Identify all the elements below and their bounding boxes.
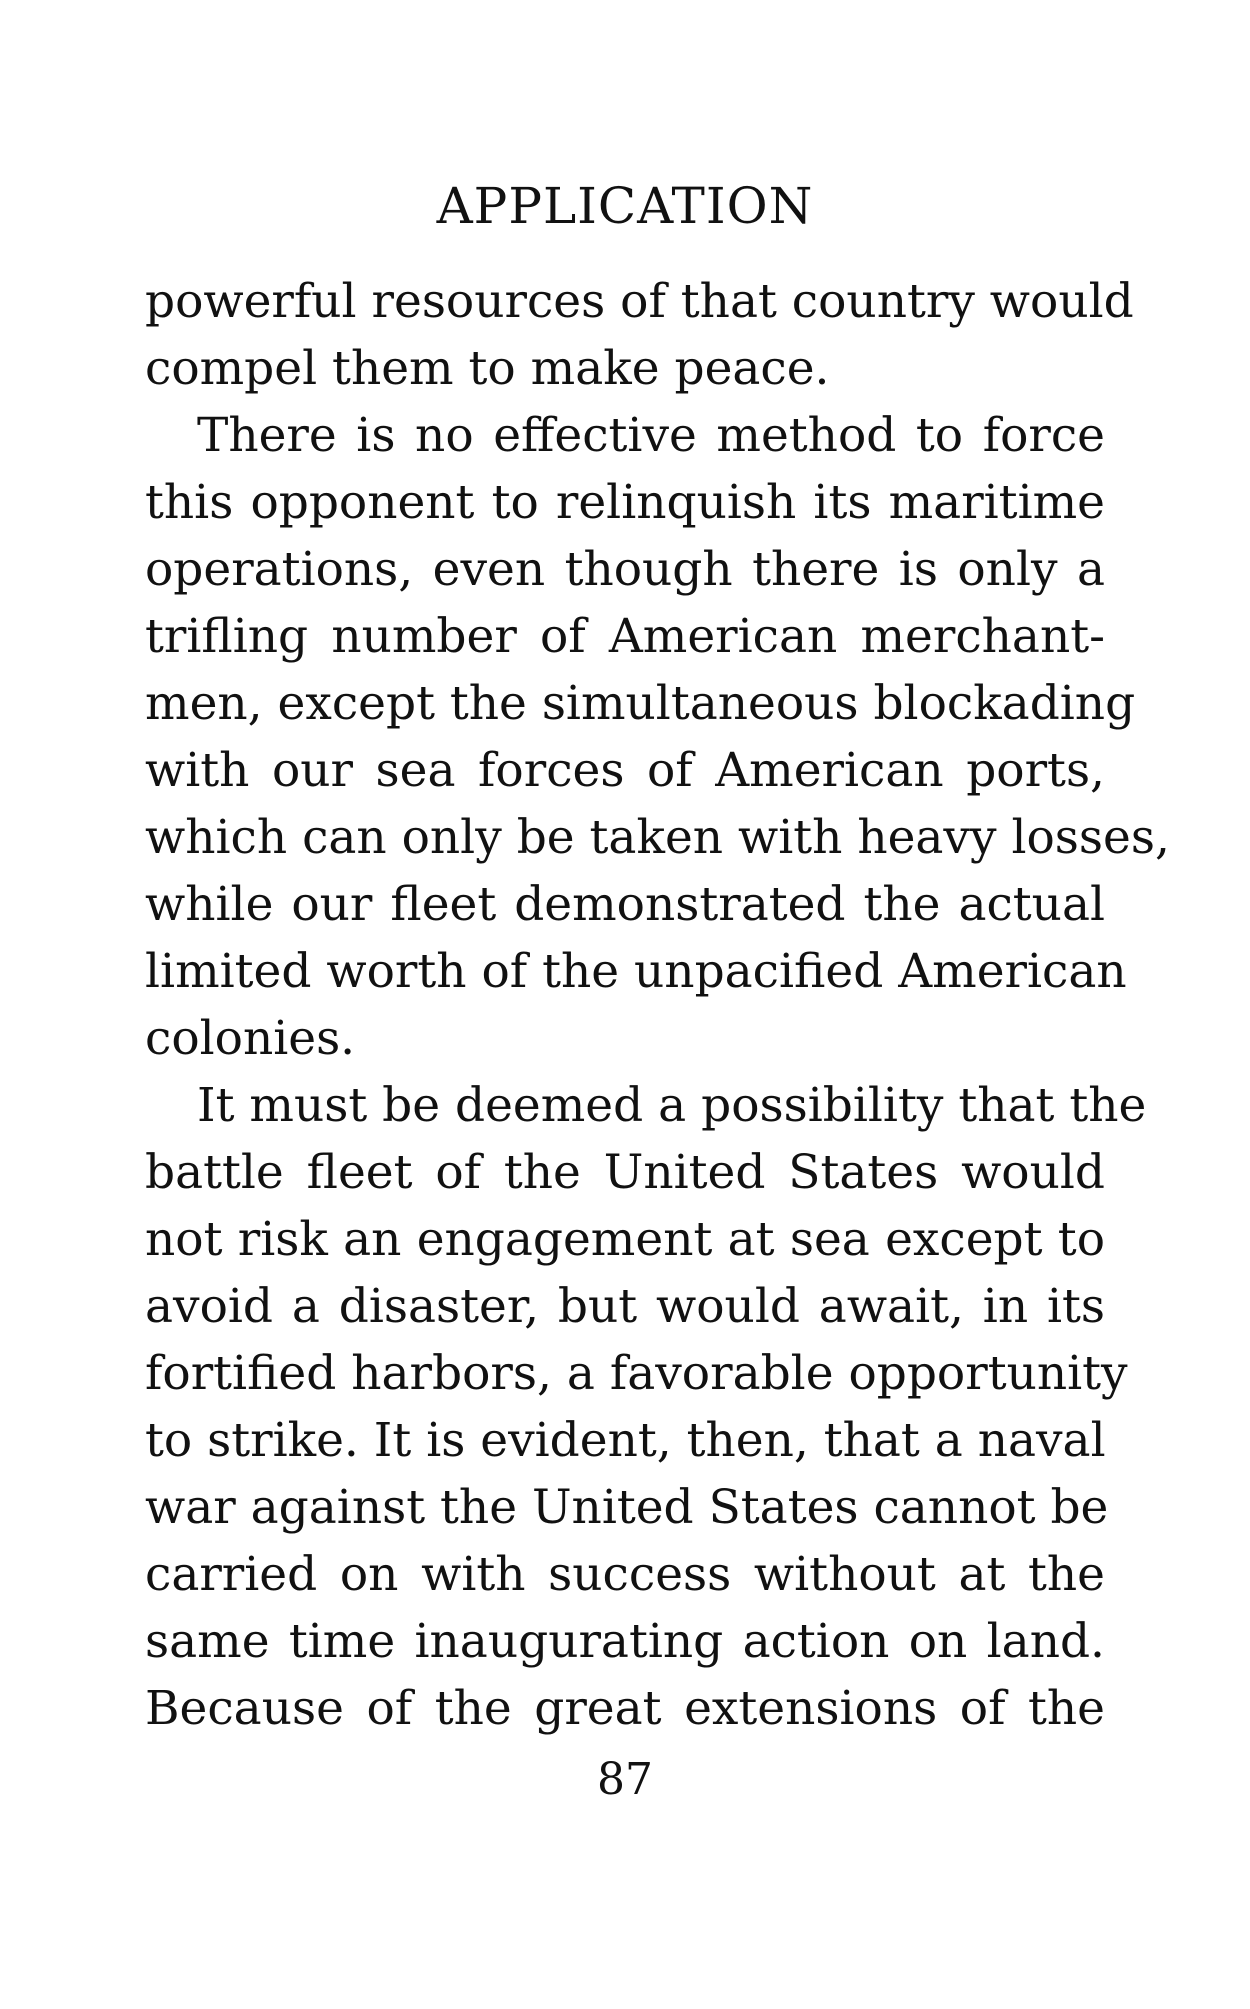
text-line: battle fleet of the United States would — [145, 1145, 1105, 1200]
text-line: same time inaugurating action on land. — [145, 1614, 1105, 1669]
text-line: It must be deemed a possibility that the — [197, 1078, 1147, 1133]
text-line: colonies. — [145, 1011, 356, 1066]
text-line: war against the United States cannot be — [145, 1480, 1109, 1535]
page-number: 87 — [597, 1754, 653, 1805]
text-line: Because of the great extensions of the — [145, 1681, 1105, 1736]
running-head: APPLICATION — [436, 177, 814, 235]
text-line: There is no effective method to force — [197, 408, 1105, 463]
body-text — [145, 268, 1170, 1742]
text-line: while our fleet demonstrated the actual — [145, 877, 1105, 932]
text-line: which can only be taken with heavy losses, — [145, 810, 1170, 865]
text-line: this opponent to relinquish its maritime — [145, 475, 1105, 530]
text-line: carried on with success without at the — [145, 1547, 1105, 1602]
text-line: trifling number of American merchant- — [145, 609, 1105, 664]
text-line: limited worth of the unpacified American — [145, 944, 1127, 999]
text-line: with our sea forces of American ports, — [145, 743, 1105, 798]
text-line: avoid a disaster, but would await, in its — [145, 1279, 1105, 1334]
text-line: fortified harbors, a favorable opportunity — [145, 1346, 1128, 1401]
text-line: to strike. It is evident, then, that a naval — [145, 1413, 1106, 1468]
text-line: operations, even though there is only a — [145, 542, 1105, 597]
text-line: compel them to make peace. — [145, 341, 830, 396]
text-line: not risk an engagement at sea except to — [145, 1212, 1105, 1267]
text-line: men, except the simultaneous blockading — [145, 676, 1136, 731]
text-line: powerful resources of that country would — [145, 274, 1134, 329]
